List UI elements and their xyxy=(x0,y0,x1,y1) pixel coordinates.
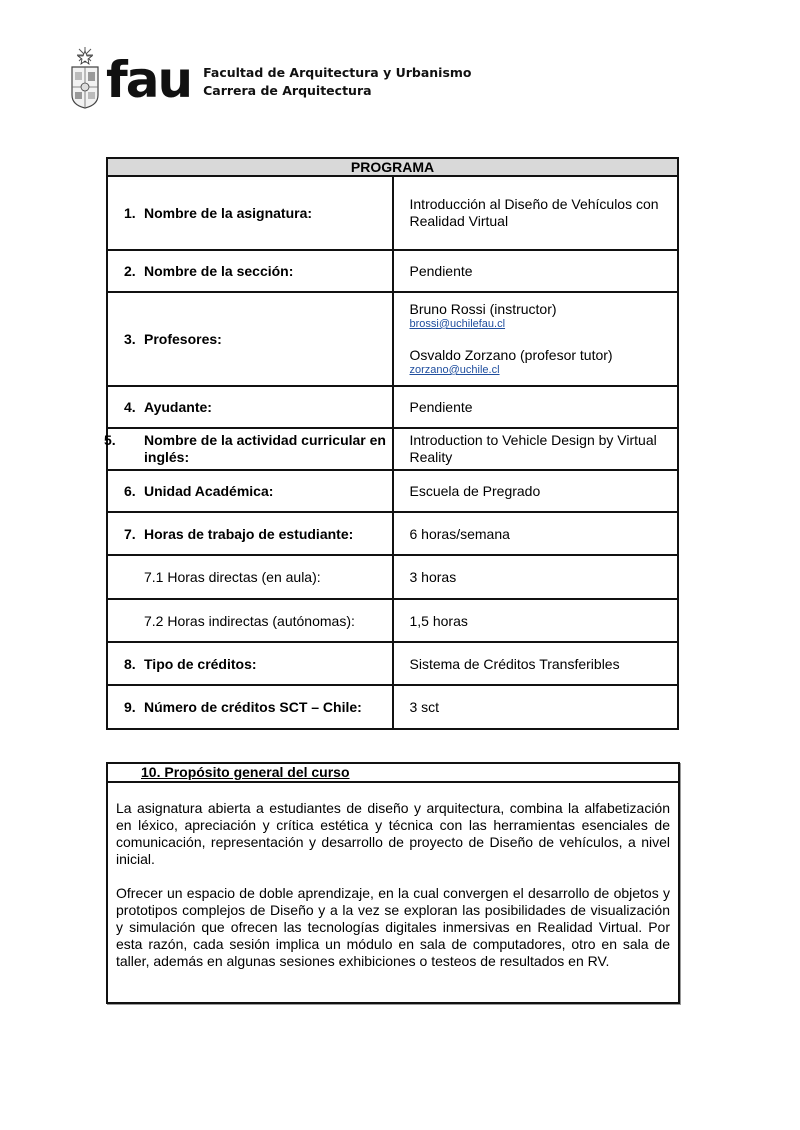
table-row-seccion xyxy=(107,250,678,292)
programa-title: PROGRAMA xyxy=(107,158,678,176)
table-row-profesores xyxy=(107,292,678,386)
row-value: Pendiente xyxy=(393,386,679,428)
fau-logo: fau xyxy=(106,51,192,109)
proposito-section xyxy=(106,762,680,1004)
professor-email-link[interactable]: zorzano@uchile.cl xyxy=(409,364,500,376)
row-value: Pendiente xyxy=(393,250,679,292)
table-row-asignatura xyxy=(107,176,678,250)
professor-entry xyxy=(410,301,678,331)
faculty-name: Facultad de Arquitectura y Urbanismo xyxy=(203,65,472,80)
row-value: Introduction to Vehicle Design by Virtual Reality xyxy=(393,428,679,470)
table-row-ayudante xyxy=(107,386,678,428)
university-crest-icon xyxy=(70,45,100,109)
table-row-nombre-ingles xyxy=(107,428,678,470)
table-row-numero-creditos xyxy=(107,685,678,729)
programa-table xyxy=(106,157,679,730)
table-row-horas-directas xyxy=(107,555,678,599)
professor-email-link[interactable]: brossi@uchilefau.cl xyxy=(409,318,506,330)
row-value: 3 sct xyxy=(393,685,679,729)
professor-name: Bruno Rossi (instructor) xyxy=(409,301,557,317)
professor-entry xyxy=(410,347,678,377)
row-value: 3 horas xyxy=(393,555,679,599)
row-label: 4. Ayudante: xyxy=(107,386,393,428)
table-row-unidad xyxy=(107,470,678,512)
row-label: 7. Horas de trabajo de estudiante: xyxy=(107,512,393,555)
row-value xyxy=(393,292,679,386)
row-label: 6. Unidad Académica: xyxy=(107,470,393,512)
row-label: 5. Nombre de la actividad curricular en inglés: xyxy=(107,428,393,470)
row-value: Escuela de Pregrado xyxy=(393,470,679,512)
row-label: 7.1 Horas directas (en aula): xyxy=(107,555,393,599)
proposito-paragraph: La asignatura abierta a estudiantes de diseño y arquitectura, combina la alfabetización en léxico, apreciación y crítica estética y técnica con las herramientas esenciales de comunicación, representación y desarrollo de proyecto de Diseño de vehículos, a nivel inicial. xyxy=(116,800,670,867)
proposito-body xyxy=(108,783,678,970)
professor-name: Osvaldo Zorzano (profesor tutor) xyxy=(409,347,613,363)
row-label: 3. Profesores: xyxy=(107,292,393,386)
row-label: 9. Número de créditos SCT – Chile: xyxy=(107,685,393,729)
faculty-name-block xyxy=(203,64,471,100)
proposito-paragraph: Ofrecer un espacio de doble aprendizaje, en la cual convergen el desarrollo de objetos y prototipos complejos de Diseño y a la vez se exploran las posibilidades de visualización y simulación que ofrecen las tecnologías digitales inmersivas en Realidad Virtual. Por esta razón, cada sesión implica un módulo en sala de computadores, otro en sala de taller, además en algunas sesiones exhibiciones o testeos de resultados en RV. xyxy=(116,885,670,969)
row-label: 2. Nombre de la sección: xyxy=(107,250,393,292)
table-row-tipo-creditos xyxy=(107,642,678,685)
row-label: 7.2 Horas indirectas (autónomas): xyxy=(107,599,393,642)
proposito-title: 10. Propósito general del curso xyxy=(108,764,678,783)
row-value: Introducción al Diseño de Vehículos con Realidad Virtual xyxy=(393,176,679,250)
row-label: 1. Nombre de la asignatura: xyxy=(107,176,393,250)
row-label: 8. Tipo de créditos: xyxy=(107,642,393,685)
row-value: 1,5 horas xyxy=(393,599,679,642)
table-row-horas xyxy=(107,512,678,555)
row-value: Sistema de Créditos Transferibles xyxy=(393,642,679,685)
table-row-horas-indirectas xyxy=(107,599,678,642)
page-header xyxy=(70,44,472,110)
row-value: 6 horas/semana xyxy=(393,512,679,555)
career-name: Carrera de Arquitectura xyxy=(203,83,372,98)
